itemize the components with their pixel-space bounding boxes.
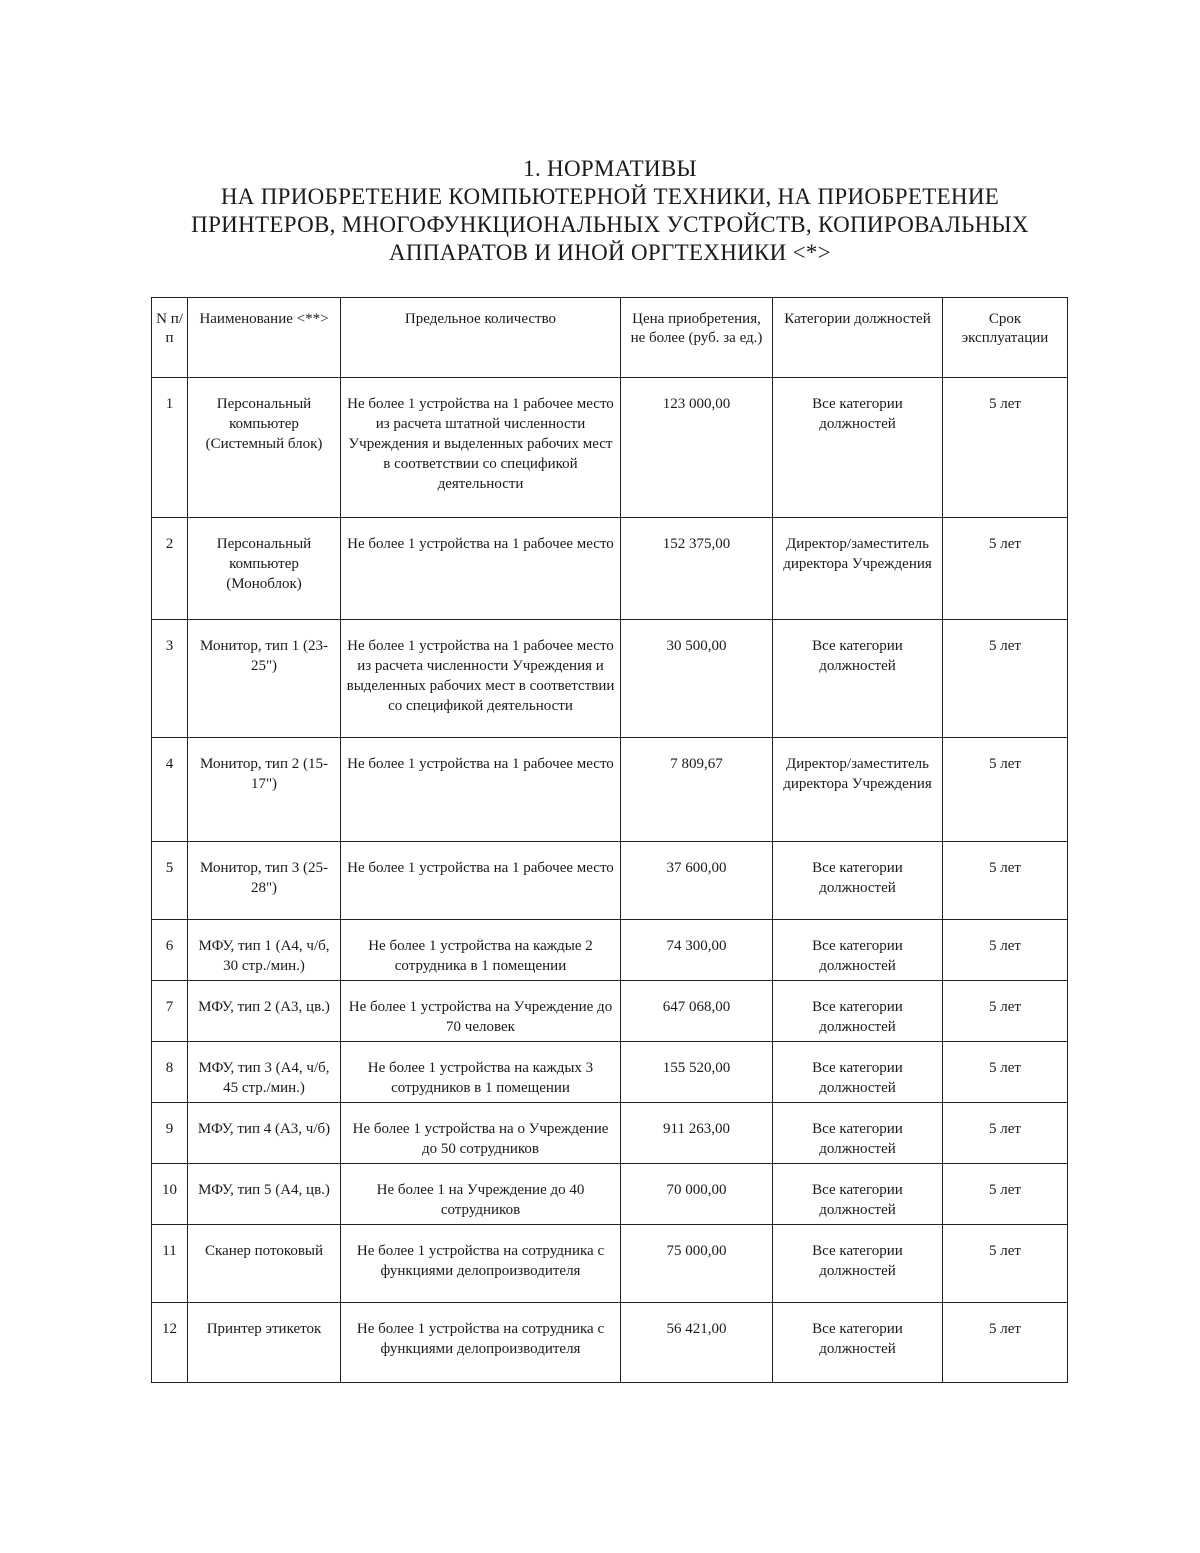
cell-term: 5 лет: [943, 518, 1068, 620]
cell-name: МФУ, тип 2 (А3, цв.): [188, 981, 341, 1042]
header-limit: Предельное количество: [341, 298, 621, 378]
cell-name: Сканер потоковый: [188, 1225, 341, 1303]
cell-term: 5 лет: [943, 738, 1068, 842]
cell-name: МФУ, тип 4 (А3, ч/б): [188, 1103, 341, 1164]
table-row: [152, 378, 1068, 518]
table-row: [152, 920, 1068, 981]
cell-term: 5 лет: [943, 1103, 1068, 1164]
header-price: Цена приобретения, не более (руб. за ед.): [621, 298, 773, 378]
title-line-3: ПРИНТЕРОВ, МНОГОФУНКЦИОНАЛЬНЫХ УСТРОЙСТВ, КОПИРОВАЛЬНЫХ: [191, 212, 1029, 237]
cell-term: 5 лет: [943, 1303, 1068, 1383]
cell-limit: Не более 1 устройства на каждых 3 сотрудников в 1 помещении: [341, 1042, 621, 1103]
cell-name: МФУ, тип 5 (А4, цв.): [188, 1164, 341, 1225]
cell-category: Все категории должностей: [773, 1303, 943, 1383]
cell-term: 5 лет: [943, 1225, 1068, 1303]
cell-price: 911 263,00: [621, 1103, 773, 1164]
cell-term: 5 лет: [943, 920, 1068, 981]
cell-name: Монитор, тип 2 (15-17"): [188, 738, 341, 842]
header-term: Срок эксплуатации: [943, 298, 1068, 378]
cell-price: 37 600,00: [621, 842, 773, 920]
cell-limit: Не более 1 устройства на Учреждение до 70 человек: [341, 981, 621, 1042]
document-title: [150, 155, 1070, 267]
table-row: [152, 620, 1068, 738]
cell-name: Монитор, тип 1 (23-25"): [188, 620, 341, 738]
cell-num: 2: [152, 518, 188, 620]
cell-price: 30 500,00: [621, 620, 773, 738]
cell-num: 5: [152, 842, 188, 920]
title-line-2: НА ПРИОБРЕТЕНИЕ КОМПЬЮТЕРНОЙ ТЕХНИКИ, НА ПРИОБРЕТЕНИЕ: [220, 184, 1000, 209]
cell-category: Все категории должностей: [773, 1164, 943, 1225]
table-header-row: [152, 298, 1068, 378]
header-num: N п/п: [152, 298, 188, 378]
cell-num: 6: [152, 920, 188, 981]
cell-num: 9: [152, 1103, 188, 1164]
cell-name: Персональный компьютер (Системный блок): [188, 378, 341, 518]
cell-limit: Не более 1 устройства на 1 рабочее место: [341, 842, 621, 920]
cell-category: Все категории должностей: [773, 1103, 943, 1164]
cell-category: Все категории должностей: [773, 378, 943, 518]
cell-term: 5 лет: [943, 1042, 1068, 1103]
header-category: Категории должностей: [773, 298, 943, 378]
cell-num: 4: [152, 738, 188, 842]
cell-num: 8: [152, 1042, 188, 1103]
cell-term: 5 лет: [943, 981, 1068, 1042]
cell-limit: Не более 1 устройства на о Учреждение до 50 сотрудников: [341, 1103, 621, 1164]
cell-limit: Не более 1 устройства на каждые 2 сотрудника в 1 помещении: [341, 920, 621, 981]
cell-term: 5 лет: [943, 1164, 1068, 1225]
cell-name: МФУ, тип 3 (А4, ч/б, 45 стр./мин.): [188, 1042, 341, 1103]
cell-price: 56 421,00: [621, 1303, 773, 1383]
cell-price: 7 809,67: [621, 738, 773, 842]
cell-category: Все категории должностей: [773, 920, 943, 981]
table-row: [152, 842, 1068, 920]
cell-price: 75 000,00: [621, 1225, 773, 1303]
cell-category: Директор/заместитель директора Учреждения: [773, 518, 943, 620]
cell-name: Монитор, тип 3 (25-28"): [188, 842, 341, 920]
cell-num: 1: [152, 378, 188, 518]
cell-name: МФУ, тип 1 (А4, ч/б, 30 стр./мин.): [188, 920, 341, 981]
header-name: Наименование <**>: [188, 298, 341, 378]
cell-limit: Не более 1 на Учреждение до 40 сотрудников: [341, 1164, 621, 1225]
cell-price: 70 000,00: [621, 1164, 773, 1225]
norms-table: [151, 297, 1068, 1383]
cell-name: Персональный компьютер (Моноблок): [188, 518, 341, 620]
cell-price: 155 520,00: [621, 1042, 773, 1103]
cell-category: Все категории должностей: [773, 1225, 943, 1303]
cell-term: 5 лет: [943, 620, 1068, 738]
title-line-4: АППАРАТОВ И ИНОЙ ОРГТЕХНИКИ <*>: [389, 240, 831, 265]
cell-category: Директор/заместитель директора Учреждения: [773, 738, 943, 842]
cell-limit: Не более 1 устройства на 1 рабочее место из расчета численности Учреждения и выделенных рабочих мест в соответствии со спецификой деятельности: [341, 620, 621, 738]
cell-num: 7: [152, 981, 188, 1042]
table-row: [152, 1164, 1068, 1225]
cell-limit: Не более 1 устройства на сотрудника с функциями делопроизводителя: [341, 1225, 621, 1303]
cell-price: 152 375,00: [621, 518, 773, 620]
cell-limit: Не более 1 устройства на 1 рабочее место: [341, 518, 621, 620]
cell-price: 647 068,00: [621, 981, 773, 1042]
cell-term: 5 лет: [943, 842, 1068, 920]
cell-price: 123 000,00: [621, 378, 773, 518]
cell-category: Все категории должностей: [773, 620, 943, 738]
table-row: [152, 1303, 1068, 1383]
table-row: [152, 1103, 1068, 1164]
table-row: [152, 1042, 1068, 1103]
cell-num: 3: [152, 620, 188, 738]
cell-category: Все категории должностей: [773, 842, 943, 920]
table-row: [152, 981, 1068, 1042]
cell-num: 10: [152, 1164, 188, 1225]
table-row: [152, 518, 1068, 620]
cell-limit: Не более 1 устройства на сотрудника с функциями делопроизводителя: [341, 1303, 621, 1383]
cell-num: 12: [152, 1303, 188, 1383]
cell-price: 74 300,00: [621, 920, 773, 981]
cell-category: Все категории должностей: [773, 1042, 943, 1103]
title-line-1: 1. НОРМАТИВЫ: [523, 156, 697, 181]
cell-limit: Не более 1 устройства на 1 рабочее место: [341, 738, 621, 842]
cell-term: 5 лет: [943, 378, 1068, 518]
table-row: [152, 1225, 1068, 1303]
cell-category: Все категории должностей: [773, 981, 943, 1042]
table-row: [152, 738, 1068, 842]
cell-limit: Не более 1 устройства на 1 рабочее место из расчета штатной численности Учреждения и выделенных рабочих мест в соответствии со спецификой деятельности: [341, 378, 621, 518]
cell-num: 11: [152, 1225, 188, 1303]
cell-name: Принтер этикеток: [188, 1303, 341, 1383]
